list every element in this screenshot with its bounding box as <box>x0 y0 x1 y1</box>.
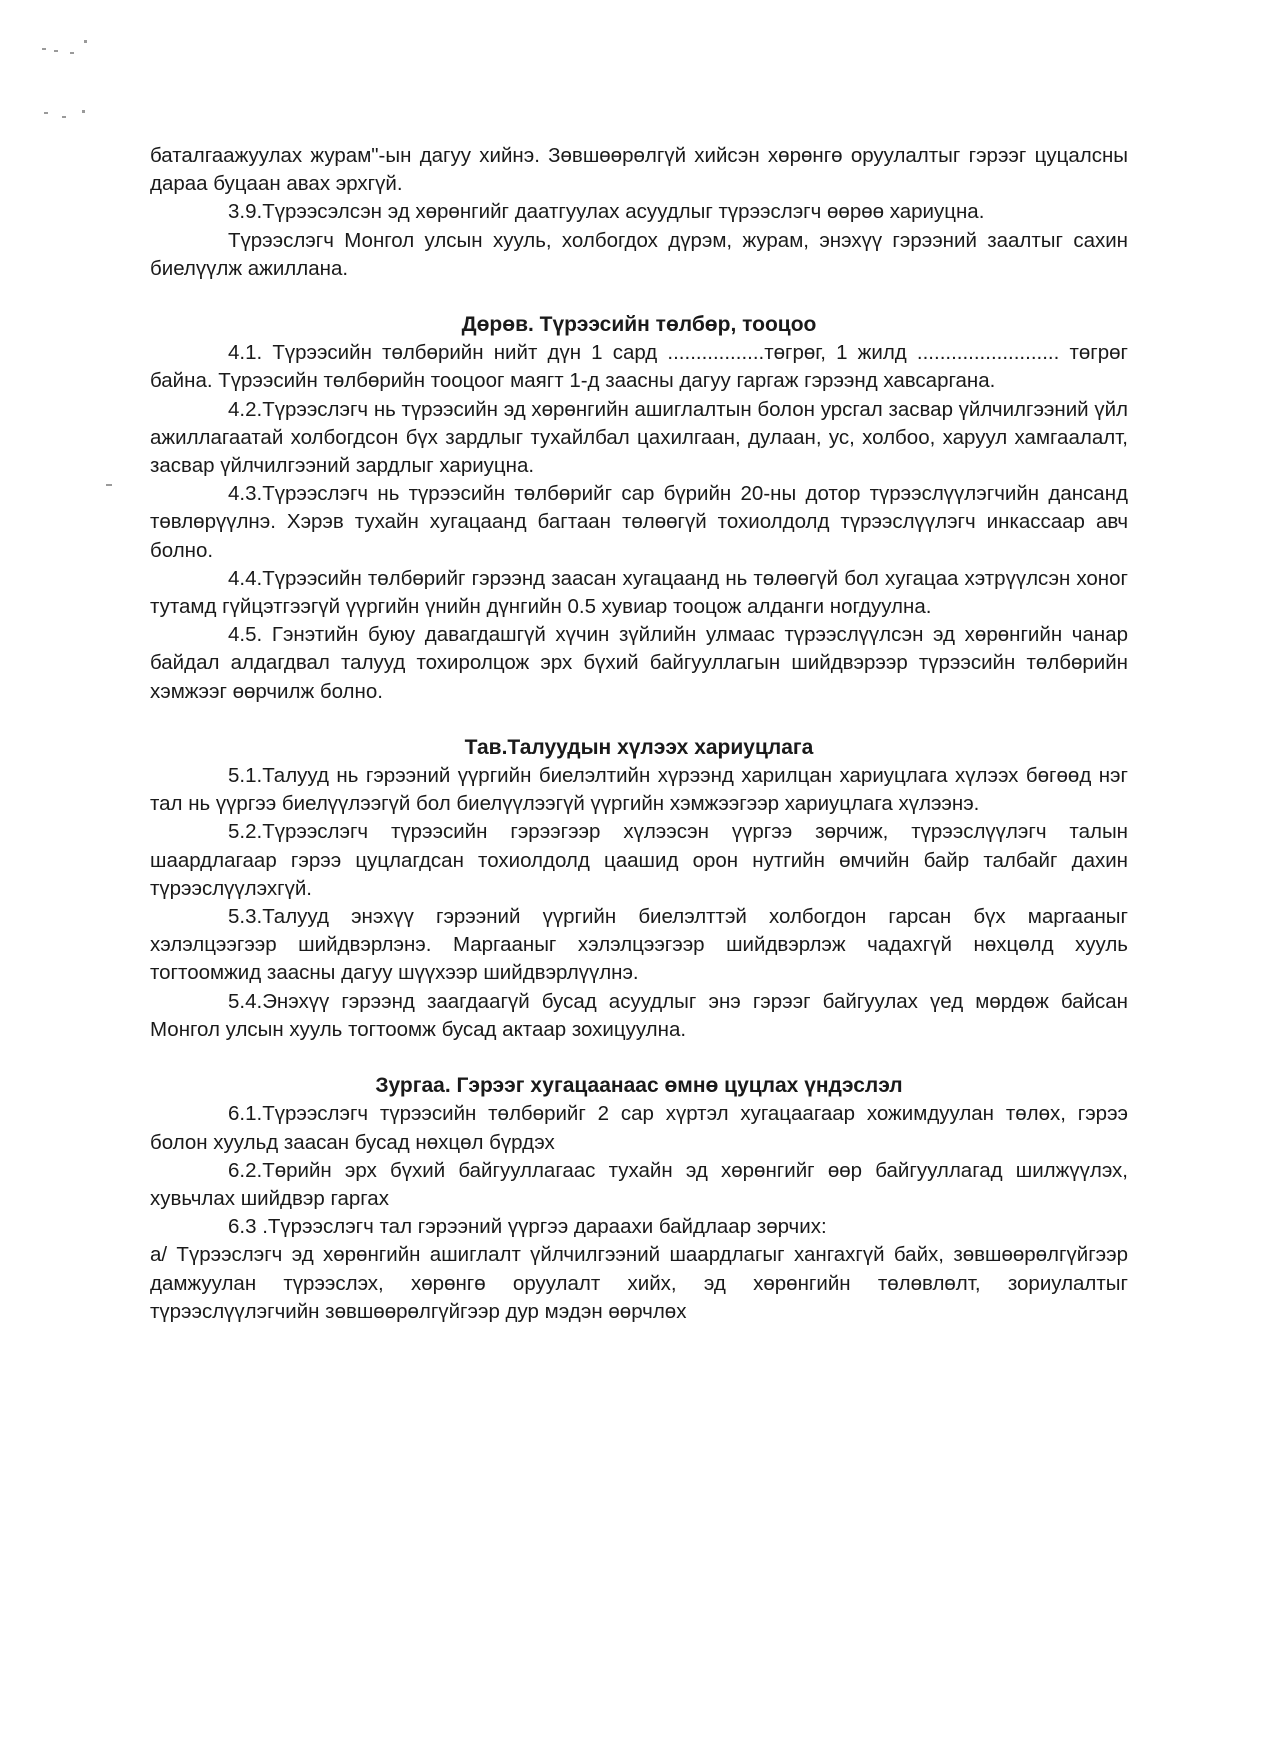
section-gap <box>150 706 1128 734</box>
paragraph-5-1: 5.1.Талууд нь гэрээний үүргийн биелэлтийн хүрээнд харилцан хариуцлага хүлээх бөгөөд нэг тал нь үүргээ биелүүлээгүй бол биелүүлээгүй үүргийн хэмжээгээр хариуцлага хүлээнэ. <box>150 764 1128 816</box>
paragraph-4-2: 4.2.Түрээслэгч нь түрээсийн эд хөрөнгийн ашиглалтын болон урсгал засвар үйлчилгээний үйл ажиллагаатай холбогдсон бүх зардлыг тухайлбал цахилгаан, дулаан, ус, холбоо, харуул хамгаалалт, засвар үйлчилгээний зардлыг хариуцна. <box>150 397 1128 478</box>
paragraph-5-3: 5.3.Талууд энэхүү гэрээний үүргийн биелэлттэй холбогдон гарсан бүх маргааныг хэлэлцээгээр шийдвэрлэнэ. Маргааныг хэлэлцээгээр шийдвэрлэж чадахгүй нөхцөлд хууль тогтоомжид заасны дагуу шүүхээр шийдвэрлүүлнэ. <box>150 905 1128 985</box>
document-page <box>150 142 1128 1326</box>
section-heading-5: Тав.Талуудын хүлээх хариуцлага <box>464 735 814 759</box>
scan-mark <box>82 110 85 113</box>
paragraph-4-4: 4.4.Түрээсийн төлбөрийг гэрээнд заасан хугацаанд нь төлөөгүй бол хугацаа хэтрүүлсэн хоног тутамд гүйцэтгээгүй үүргийн үнийн дүнгийн 0.5 хувиар тооцож алданги ногдуулна. <box>150 566 1128 619</box>
scan-mark <box>54 50 58 52</box>
scan-mark <box>44 112 48 114</box>
scan-mark <box>106 484 112 486</box>
paragraph-6-1: 6.1.Түрээслэгч түрээсийн төлбөрийг 2 сар хүртэл хугацаагаар хожимдуулан төлөх, гэрээ болон хуульд заасан бусад нөхцөл бүрдэх <box>150 1102 1128 1154</box>
scan-mark <box>84 40 87 43</box>
paragraph-5-2: 5.2.Түрээслэгч түрээсийн гэрээгээр хүлээсэн үүргээ зөрчиж, түрээслүүлэгч талын шаардлагаар гэрээ цуцлагдсан тохиолдолд цаашид орон нутгийн өмчийн байр талбайг дахин түрээслүүлэхгүй. <box>150 820 1128 900</box>
paragraph-3-obligation: Түрээслэгч Монгол улсын хууль, холбогдох дүрэм, журам, энэхүү гэрээний заалтыг сахин биелүүлж ажиллана. <box>150 228 1128 280</box>
scan-mark <box>70 52 74 54</box>
paragraph-6-3: 6.3 .Түрээслэгч тал гэрээний үүргээ дараахи байдлаар зөрчих: <box>228 1215 827 1239</box>
paragraph-4-3: 4.3.Түрээслэгч нь түрээсийн төлбөрийг сар бүрийн 20-ны дотор түрээслүүлэгчийн дансанд төвлөрүүлнэ. Хэрэв тухайн хугацаанд багтаан төлөөгүй тохиолдолд түрээслүүлэгч инкассаар авч болно. <box>150 482 1128 562</box>
section-gap <box>150 283 1128 311</box>
paragraph-6-2: 6.2.Төрийн эрх бүхий байгууллагаас тухайн эд хөрөнгийг өөр байгууллагад шилжүүлэх, хувьчлах шийдвэр гаргах <box>150 1158 1128 1210</box>
scan-mark <box>42 48 46 50</box>
section-heading-4: Дөрөв. Түрээсийн төлбөр, тооцоо <box>461 313 817 337</box>
paragraph-4-5: 4.5. Гэнэтийн буюу давагдашгүй хүчин зүйлийн улмаас түрээслүүлсэн эд хөрөнгийн чанар байдал алдагдвал талууд тохиролцож эрх бүхий байгууллагын шийдвэрээр түрээсийн төлбөрийн хэмжээг өөрчилж болно. <box>150 623 1128 703</box>
paragraph-3-9: 3.9.Түрээсэлсэн эд хөрөнгийг даатгуулах асуудлыг түрээслэгч өөрөө хариуцна. <box>228 200 985 224</box>
paragraph-5-4: 5.4.Энэхүү гэрээнд заагдаагүй бусад асуудлыг энэ гэрээг байгуулах үед мөрдөж байсан Монгол улсын хууль тогтоомж бусад актаар зохицуулна. <box>150 989 1128 1041</box>
paragraph-4-1: 4.1. Түрээсийн төлбөрийн нийт дүн 1 сард .................төгрөг, 1 жилд ......................... төгрөг байна. Түрээсийн төлбөрийн тооцоог маягт 1-д заасны дагуу гаргаж гэрээнд хавсаргана. <box>150 341 1128 393</box>
scan-mark <box>62 116 66 118</box>
section-gap <box>150 1044 1128 1072</box>
section-heading-6: Зургаа. Гэрээг хугацаанаас өмнө цуцлах үндэслэл <box>375 1074 903 1098</box>
paragraph-6-3-a: а/ Түрээслэгч эд хөрөнгийн ашиглалт үйлчилгээний шаардлагыг хангахгүй байх, зөвшөөрөлгүйгээр дамжуулан түрээслэх, хөрөнгө оруулалт хийх, эд хөрөнгийн төлөвлөлт, зориулалтыг түрээслүүлэгчийн зөвшөөрөлгүйгээр дур мэдэн өөрчлөх <box>150 1243 1128 1323</box>
paragraph-3-8-continued: баталгаажуулах журам"-ын дагуу хийнэ. Зөвшөөрөлгүй хийсэн хөрөнгө оруулалтыг гэрээг цуцалсны дараа буцаан авах эрхгүй. <box>150 144 1128 196</box>
